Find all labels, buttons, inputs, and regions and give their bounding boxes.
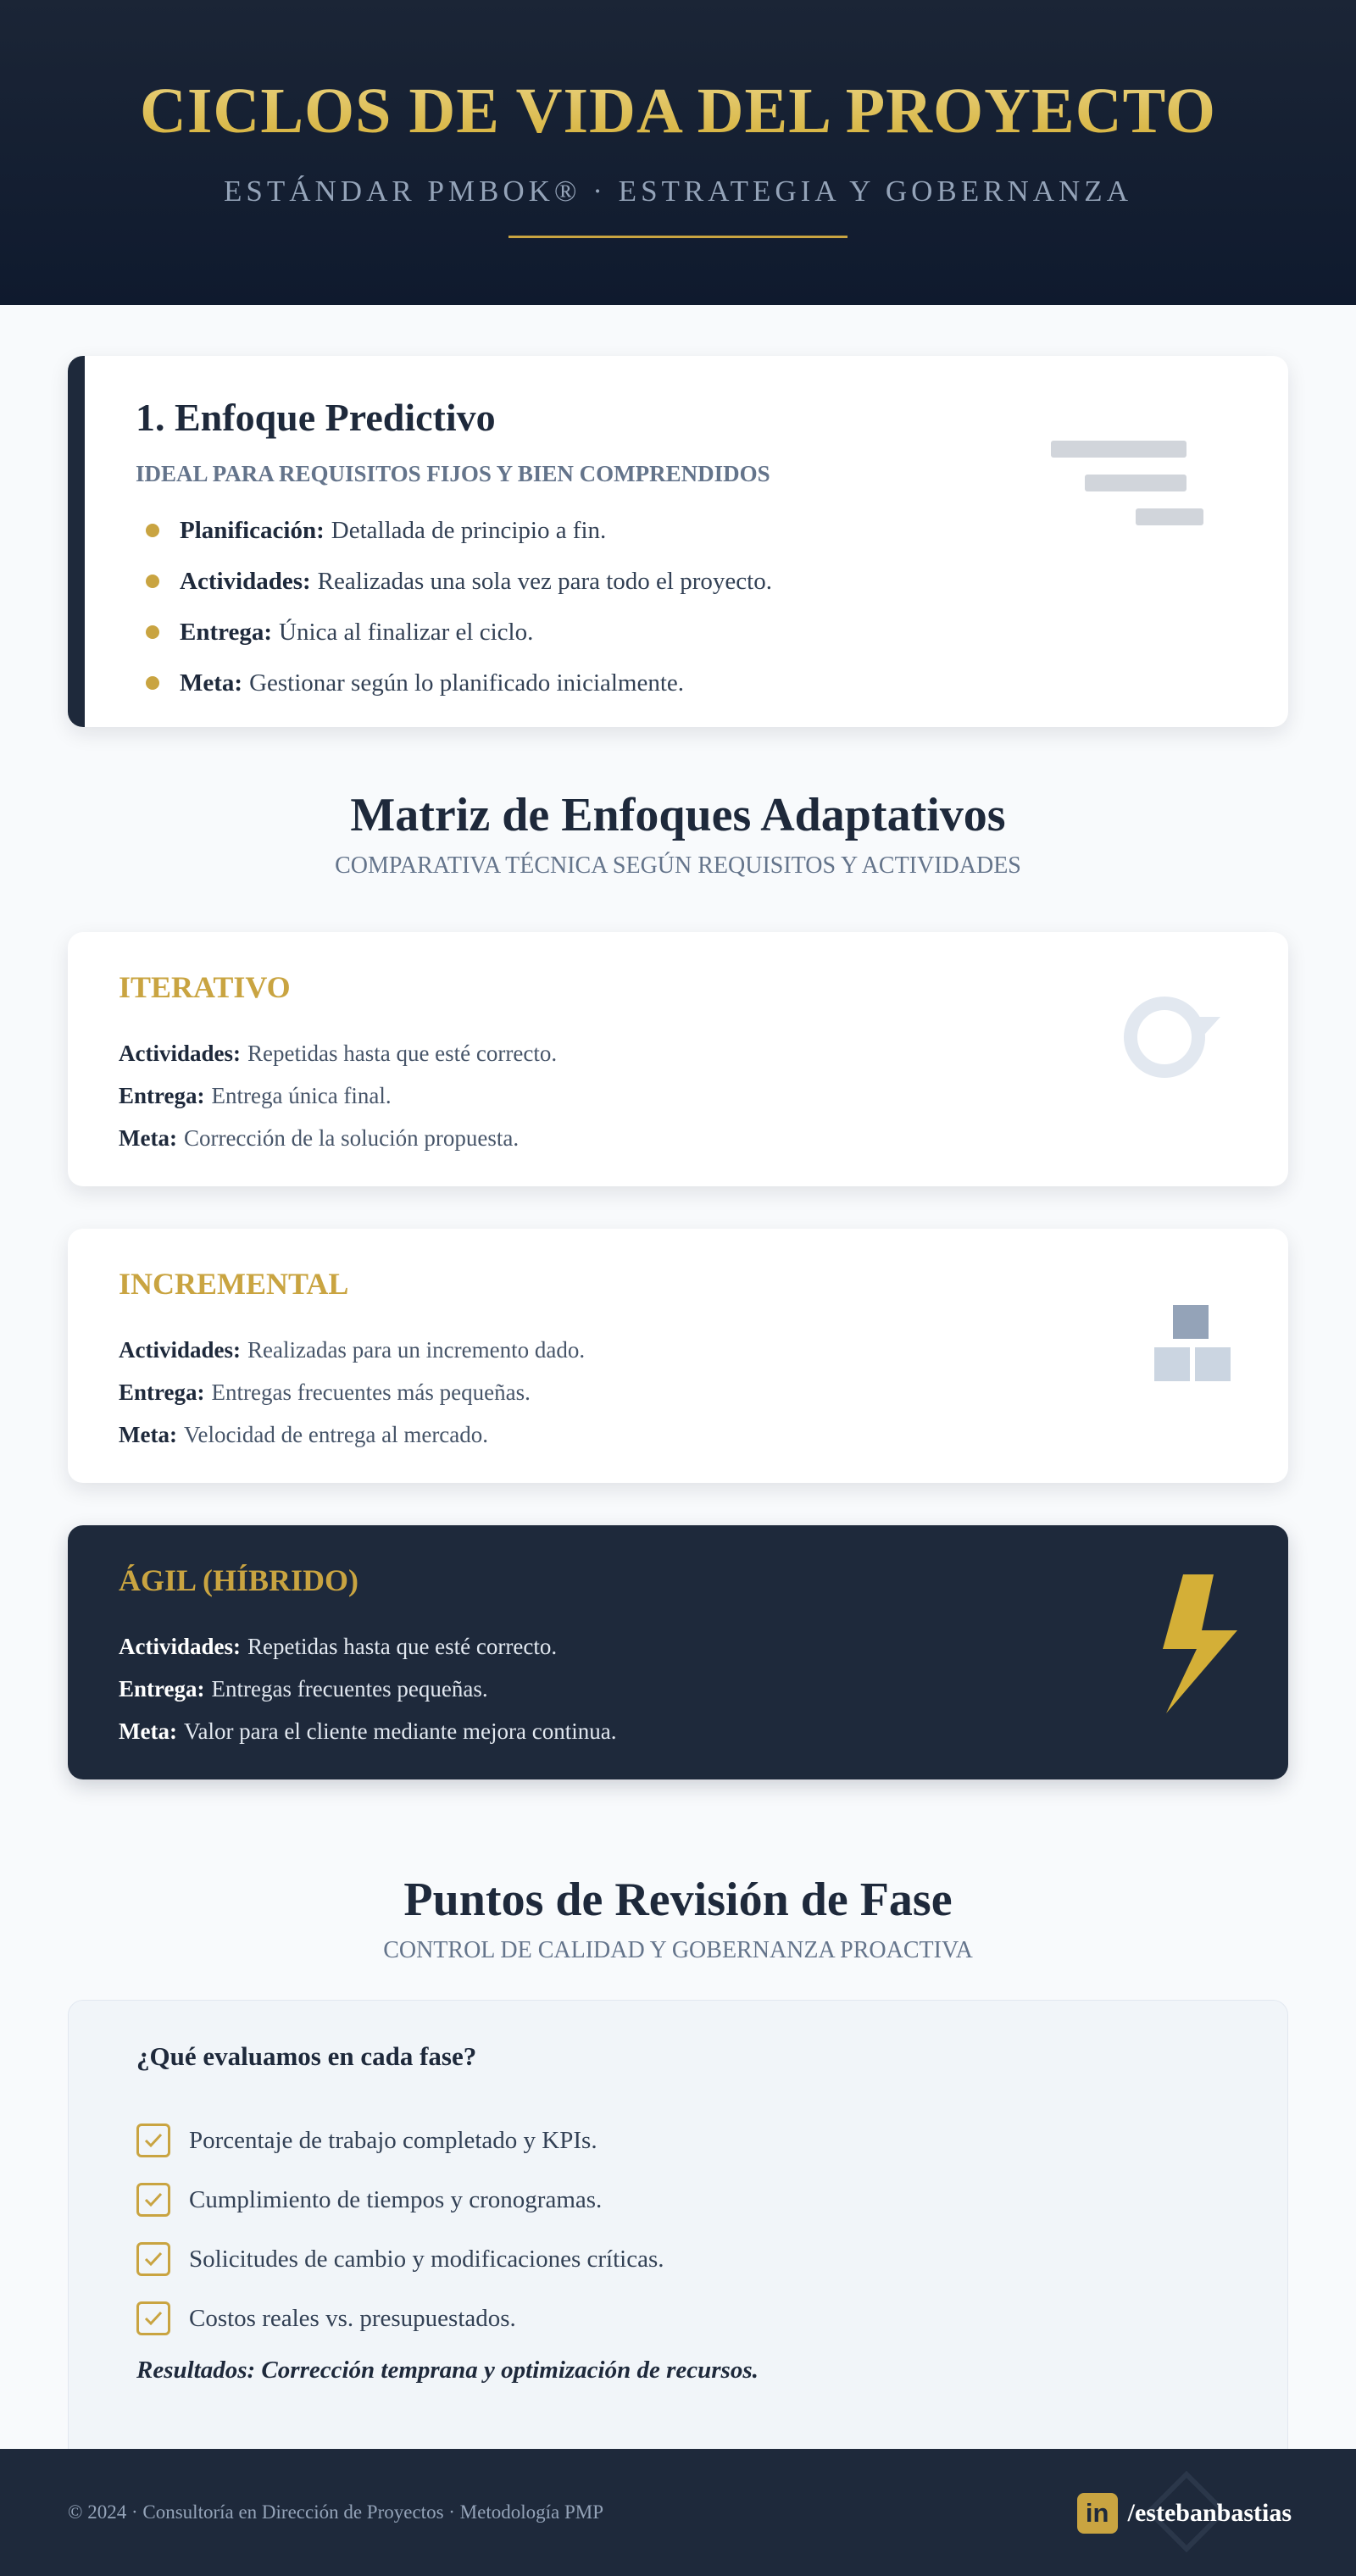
item-label: Meta: bbox=[180, 669, 243, 697]
row-label: Actividades: bbox=[119, 1040, 241, 1066]
row-label: Entrega: bbox=[119, 1082, 205, 1108]
review-title: Puntos de Revisión de Fase bbox=[403, 1874, 953, 1926]
checklist-text: Porcentaje de trabajo completado y KPIs. bbox=[189, 2126, 597, 2154]
agile-card bbox=[68, 1525, 1288, 1779]
row-text: Repetidas hasta que esté correcto. bbox=[247, 1633, 558, 1659]
page-subtitle: ESTÁNDAR PMBOK® · ESTRATEGIA Y GOBERNANZA bbox=[224, 175, 1132, 208]
incremental-card bbox=[68, 1229, 1288, 1483]
card-row bbox=[119, 1371, 585, 1413]
item-label: Entrega: bbox=[180, 618, 273, 646]
card-row bbox=[119, 1329, 585, 1371]
bullet-icon bbox=[146, 524, 159, 537]
item-text: Detallada de principio a fin. bbox=[331, 516, 607, 544]
row-label: Meta: bbox=[119, 1421, 177, 1447]
item-label: Planificación: bbox=[180, 516, 325, 544]
row-text: Realizadas para un incremento dado. bbox=[247, 1336, 586, 1363]
card-accent-bar bbox=[68, 356, 85, 727]
blocks-icon bbox=[1153, 1303, 1237, 1388]
checkbox-icon bbox=[136, 2183, 170, 2217]
row-text: Velocidad de entrega al mercado. bbox=[183, 1421, 489, 1447]
card-title: ÁGIL (HÍBRIDO) bbox=[119, 1563, 359, 1597]
row-label: Entrega: bbox=[119, 1379, 205, 1405]
linkedin-icon: in bbox=[1077, 2493, 1118, 2534]
iterative-card bbox=[68, 932, 1288, 1186]
row-label: Actividades: bbox=[119, 1633, 241, 1659]
row-label: Meta: bbox=[119, 1718, 177, 1744]
lightning-icon bbox=[1158, 1574, 1242, 1713]
evaluation-result: Resultados: Corrección temprana y optimización de recursos. bbox=[136, 2357, 759, 2384]
checklist-item bbox=[136, 2289, 664, 2348]
checklist-item bbox=[136, 2229, 664, 2289]
checklist-item bbox=[136, 2111, 664, 2170]
item-text: Gestionar según lo planificado inicialmente. bbox=[249, 669, 685, 697]
card-row bbox=[119, 1074, 557, 1117]
bullet-icon bbox=[146, 625, 159, 639]
row-text: Corrección de la solución propuesta. bbox=[183, 1124, 520, 1151]
linkedin-link[interactable] bbox=[1077, 2493, 1292, 2534]
predictive-card bbox=[68, 356, 1288, 727]
evaluation-question: ¿Qué evaluamos en cada fase? bbox=[136, 2041, 477, 2071]
checklist-text: Costos reales vs. presupuestados. bbox=[189, 2304, 516, 2332]
card-row bbox=[119, 1032, 557, 1074]
row-label: Entrega: bbox=[119, 1675, 205, 1702]
row-text: Entrega única final. bbox=[211, 1082, 392, 1108]
card-title: ITERATIVO bbox=[119, 970, 291, 1004]
bullet-icon bbox=[146, 575, 159, 588]
row-text: Valor para el cliente mediante mejora continua. bbox=[183, 1718, 617, 1744]
item-text: Realizadas una sola vez para todo el proyecto. bbox=[317, 567, 772, 595]
row-label: Actividades: bbox=[119, 1336, 241, 1363]
bullet-icon bbox=[146, 676, 159, 690]
linkedin-handle: /estebanbastias bbox=[1127, 2499, 1292, 2527]
list-item bbox=[136, 607, 772, 658]
evaluation-box bbox=[68, 2000, 1288, 2474]
list-item bbox=[136, 505, 772, 556]
footer bbox=[0, 2449, 1356, 2576]
page-title: CICLOS DE VIDA DEL PROYECTO bbox=[0, 75, 1356, 148]
review-subtitle: CONTROL DE CALIDAD Y GOBERNANZA PROACTIVA bbox=[383, 1937, 973, 1963]
checkbox-icon bbox=[136, 2301, 170, 2335]
row-text: Repetidas hasta que esté correcto. bbox=[247, 1040, 558, 1066]
item-text: Única al finalizar el ciclo. bbox=[279, 618, 534, 646]
checklist-item bbox=[136, 2170, 664, 2229]
predictive-subtitle: IDEAL PARA REQUISITOS FIJOS Y BIEN COMPRENDIDOS bbox=[136, 461, 770, 486]
checklist-text: Cumplimiento de tiempos y cronogramas. bbox=[189, 2185, 603, 2213]
row-text: Entregas frecuentes más pequeñas. bbox=[211, 1379, 531, 1405]
list-item bbox=[136, 658, 772, 708]
checkbox-icon bbox=[136, 2124, 170, 2157]
matrix-subtitle: COMPARATIVA TÉCNICA SEGÚN REQUISITOS Y ACTIVIDADES bbox=[335, 852, 1021, 879]
list-item bbox=[136, 556, 772, 607]
card-row bbox=[119, 1117, 557, 1159]
row-label: Meta: bbox=[119, 1124, 177, 1151]
card-row bbox=[119, 1625, 616, 1668]
predictive-list bbox=[136, 505, 772, 708]
card-row bbox=[119, 1668, 616, 1710]
row-text: Entregas frecuentes pequeñas. bbox=[211, 1675, 488, 1702]
evaluation-list bbox=[136, 2111, 664, 2348]
matrix-title: Matriz de Enfoques Adaptativos bbox=[350, 789, 1006, 841]
card-title: INCREMENTAL bbox=[119, 1267, 349, 1301]
predictive-title: 1. Enfoque Predictivo bbox=[136, 396, 496, 439]
checkbox-icon bbox=[136, 2242, 170, 2276]
cycle-arrow-icon bbox=[1119, 986, 1220, 1088]
hero-header bbox=[0, 0, 1356, 305]
title-divider bbox=[508, 236, 848, 238]
card-row bbox=[119, 1413, 585, 1456]
card-row bbox=[119, 1710, 616, 1752]
checklist-text: Solicitudes de cambio y modificaciones críticas. bbox=[189, 2245, 664, 2273]
item-label: Actividades: bbox=[180, 567, 311, 595]
footer-copyright: © 2024 · Consultoría en Dirección de Proyectos · Metodología PMP bbox=[68, 2501, 603, 2523]
